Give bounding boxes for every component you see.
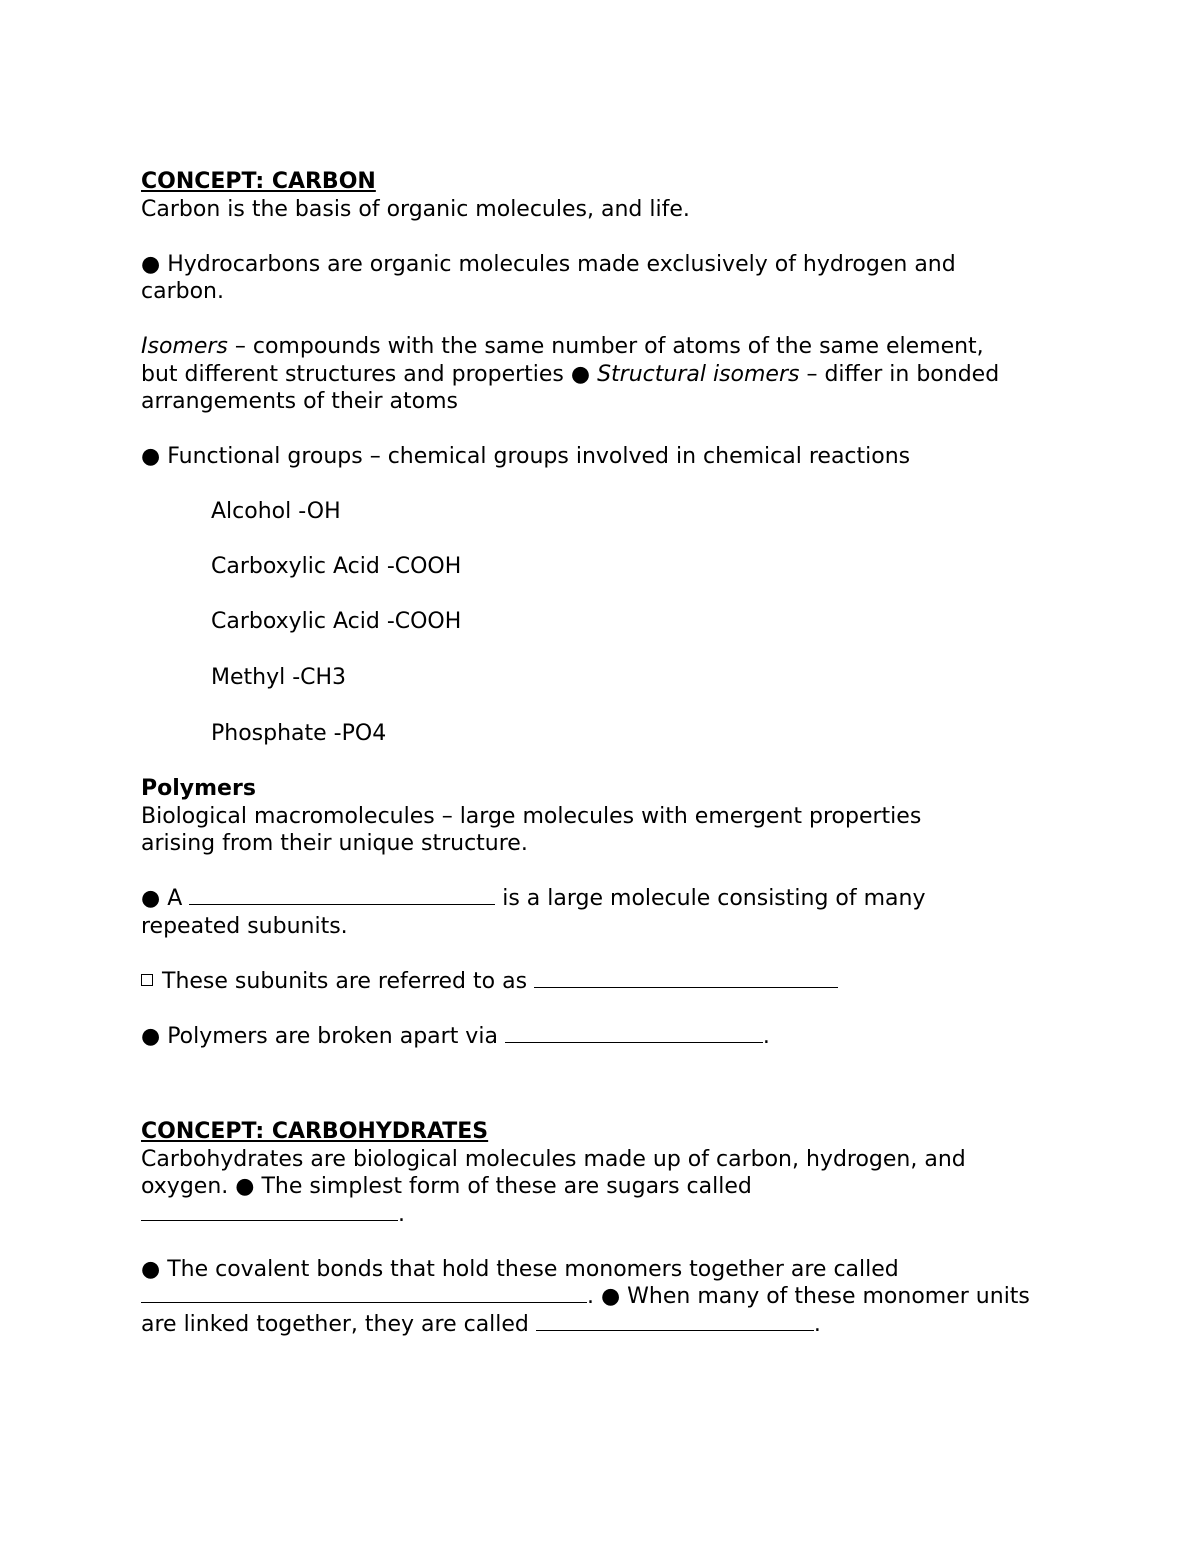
polymers-def-line-2: arising from their unique structure. <box>141 831 528 856</box>
glycosidic-linkages-answer-blank[interactable] <box>141 1284 587 1303</box>
isomers-line-3: arrangements of their atoms <box>141 389 459 414</box>
bonds-line-1: ● The covalent bonds that hold these monomers together are called <box>141 1256 899 1282</box>
polymer-blank-line-1 <box>141 885 1071 913</box>
worksheet-page <box>141 168 1071 1338</box>
polymer-answer-blank[interactable] <box>189 886 495 905</box>
isomers-def-cont: but different structures and properties ● <box>141 361 598 387</box>
isomers-line-2 <box>141 361 1071 389</box>
hydrocarbons-line-1: ● Hydrocarbons are organic molecules made exclusively of hydrogen and <box>141 251 956 277</box>
group-carboxylic-acid-repeat: Carboxylic Acid -COOH <box>211 609 462 634</box>
polymer-blank-suffix: is a large molecule consisting of many <box>495 886 926 911</box>
group-phosphate: Phosphate -PO4 <box>211 721 387 746</box>
carbon-intro: Carbon is the basis of organic molecules, and life. <box>141 196 690 222</box>
hydrocarbons-line-2: carbon. <box>141 279 224 304</box>
isomers-def: – compounds with the same number of atoms of the same element, <box>227 334 984 359</box>
carbohydrates-heading: CONCEPT: CARBOHYDRATES <box>141 1119 489 1144</box>
subunits-line <box>141 968 1071 996</box>
monosaccharides-answer-blank[interactable] <box>141 1202 398 1221</box>
hydrolysis-answer-blank[interactable] <box>505 1024 763 1043</box>
structural-isomers-def: – differ in bonded <box>799 361 1000 387</box>
polymer-blank-prefix: ● A <box>141 886 190 911</box>
carbohydrates-line-1: Carbohydrates are biological molecules made up of carbon, hydrogen, and <box>141 1146 966 1172</box>
broken-apart-prefix: ● Polymers are broken apart via <box>141 1023 505 1049</box>
carbohydrates-line-3 <box>141 1201 1071 1229</box>
polysaccharides-answer-blank[interactable] <box>536 1312 814 1331</box>
functional-groups-line: ● Functional groups – chemical groups involved in chemical reactions <box>141 444 911 469</box>
bonds-line-2 <box>141 1283 1071 1311</box>
polymers-heading: Polymers <box>141 776 256 801</box>
carbohydrates-line-2: oxygen. ● The simplest form of these are sugars called <box>141 1174 752 1199</box>
subunits-prefix: These subunits are referred to as <box>162 968 535 994</box>
bonds-line-3-prefix: are linked together, they are called <box>141 1311 536 1337</box>
bonds-line-3 <box>141 1311 1071 1339</box>
square-bullet-icon <box>141 974 153 986</box>
bonds-line-2-suffix: . ● When many of these monomer units <box>587 1284 1030 1309</box>
group-methyl: Methyl -CH3 <box>211 665 347 690</box>
polymer-blank-line-2: repeated subunits. <box>141 913 348 939</box>
broken-apart-period: . <box>762 1023 770 1049</box>
group-alcohol: Alcohol -OH <box>211 499 341 524</box>
structural-isomers-term: Structural isomers <box>597 361 800 387</box>
polymers-def-line-1: Biological macromolecules – large molecules with emergent properties <box>141 803 922 829</box>
broken-apart-line <box>141 1023 1071 1051</box>
isomers-line-1 <box>141 333 1071 361</box>
monomers-answer-blank[interactable] <box>534 969 838 988</box>
bonds-line-3-period: . <box>813 1311 821 1337</box>
isomers-term: Isomers <box>141 334 228 359</box>
carbohydrates-line-3-period: . <box>398 1201 405 1227</box>
group-carboxylic-acid: Carboxylic Acid -COOH <box>211 554 462 579</box>
carbon-heading: CONCEPT: CARBON <box>141 169 376 194</box>
